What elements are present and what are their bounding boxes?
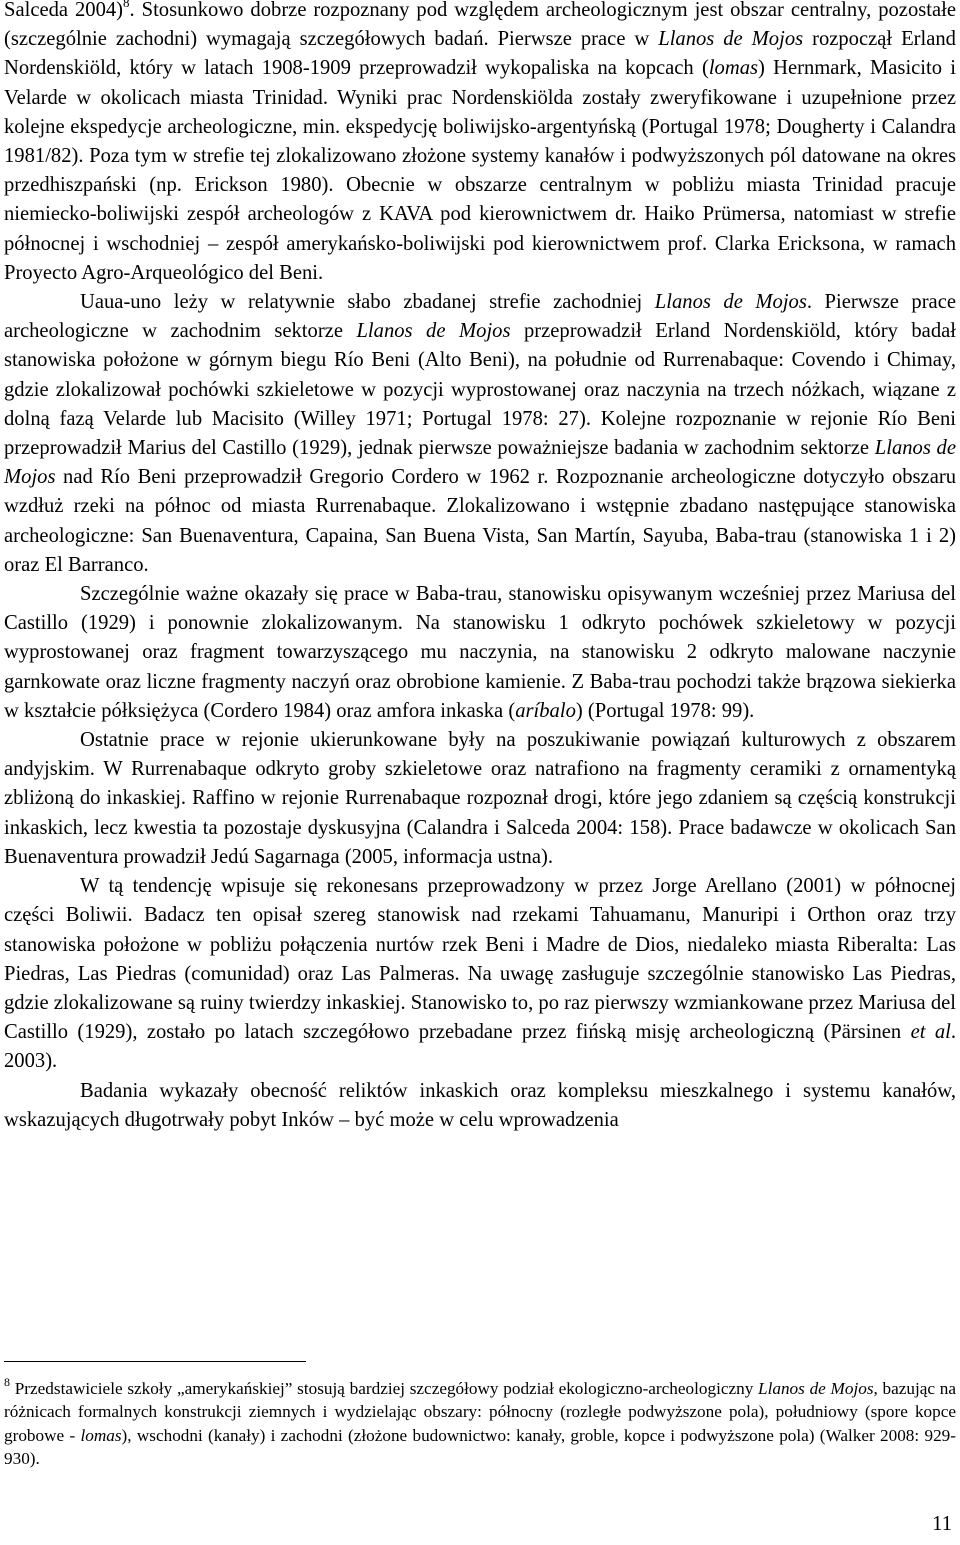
text-run: Badania wykazały obecność reliktów inkaskich oraz kompleksu mieszkalnego i systemu kanałów, wskazujących długotrwały pobyt Inków – być może w celu wprowadzenia (4, 1079, 956, 1131)
italic-text: aríbalo (515, 699, 576, 722)
text-run: nad Río Beni przeprowadził Gregorio Cordero w 1962 r. Rozpoznanie archeologiczne dotyczyło obszaru wzdłuż rzeki na północ od miasta Rurrenabaque. Zlokalizowano i wstępnie zbadano następujące stanowiska archeologiczne: San Buenaventura, Capaina, San Buena Vista, San Martín, Sayuba, Baba-trau (stanowiska 1 i 2) oraz El Barranco. (4, 466, 956, 576)
paragraph-6 (4, 1077, 956, 1135)
text-run: . Stosunkowo dobrze rozpoznany pod względem archeologicznym jest obszar centralny, pozostałe (szczególnie zachodni) wymagają szczegółowych badań. Pierwsze prace w (4, 0, 956, 51)
footnote-text (4, 1379, 956, 1468)
italic-text: Llanos de Mojos (758, 1379, 874, 1398)
text-run: Salceda 2004) (4, 0, 124, 21)
italic-text: Llanos de Mojos (4, 437, 956, 489)
italic-text: Llanos de Mojos (658, 28, 804, 51)
italic-text: et al (910, 1021, 951, 1044)
footnote-ref: 8 (123, 0, 130, 10)
paragraph-3 (4, 580, 956, 726)
italic-text: Llanos de Mojos (356, 320, 511, 343)
footnote-separator (4, 1361, 306, 1362)
text-run: Szczególnie ważne okazały się prace w Baba-trau, stanowisku opisywanym wcześniej przez Mariusa del Castillo (1929) i ponownie zlokalizowanym. Na stanowisku 1 odkryto pochówek szkieletowy w pozycji wyprostowanej oraz fragment towarzyszącego mu naczynia, na stanowisku 2 odkryto malowane naczynie garnkowate oraz liczne fragmenty naczyń oraz obrobione kamienie. Z Baba-trau pochodzi także brązowa siekierka w kształcie półksiężyca (Cordero 1984) oraz amfora inkaska ( (4, 583, 956, 722)
paragraph-1 (4, 0, 956, 288)
paragraph-4 (4, 726, 956, 872)
text-run: ) (Portugal 1978: 99). (575, 699, 755, 722)
body-text (4, 0, 956, 1135)
text-run: rozpoczął Erland Nordenskiöld, który w latach 1908-1909 przeprowadził wykopaliska na kopcach ( (4, 28, 956, 80)
paragraph-5 (4, 872, 956, 1076)
footnote-8 (4, 1377, 956, 1471)
italic-text: lomas (708, 57, 759, 80)
text-run: Uaua-uno leży w relatywnie słabo zbadanej strefie zachodniej (80, 291, 655, 314)
page-number: 11 (932, 1513, 952, 1535)
text-run: przeprowadził Erland Nordenskiöld, który badał stanowiska położone w górnym biegu Río Beni (Alto Beni), na południe od Rurrenabaque: Covendo i Chimay, gdzie zlokalizował pochówki szkieletowe w pozycji wyprostowanej oraz naczynia na trzech nóżkach, wiązane z dolną fazą Velarde lub Macisito (Willey 1971; Portugal 1978: 27). Kolejne rozpoznanie w rejonie Río Beni przeprowadził Marius del Castillo (1929), jednak pierwsze poważniejsze badania w zachodnim sektorze (4, 320, 956, 460)
text-run: ) Hernmark, Masicito i Velarde w okolicach miasta Trinidad. Wyniki prac Nordenskiölda zostały zweryfikowane i uzupełnione przez kolejne ekspedycje archeologiczne, min. ekspedycję boliwijsko-argentyńską (Portugal 1978; Dougherty i Calandra 1981/82). Poza tym w strefie tej zlokalizowano złożone systemy kanałów i podwyższonych pól datowane na okres przedhiszpański (np. Erickson 1980). Obecnie w obszarze centralnym w pobliżu miasta Trinidad pracuje niemiecko-boliwijski zespół archeologów z KAVA pod kierownictwem dr. Haiko Prümersa, natomiast w strefie północnej i wschodniej – zespół amerykańsko-boliwijski pod kierownictwem prof. Clarka Ericksona, w ramach Proyecto Agro-Arqueológico del Beni. (4, 57, 956, 284)
text-run: . Pierwsze prace archeologiczne w zachodnim sektorze (4, 291, 956, 343)
footnote-number: 8 (4, 1375, 10, 1389)
text-run: Przedstawiciele szkoły „amerykańskiej” stosują bardziej szczegółowy podział ekologiczno-archeologiczny (10, 1379, 759, 1398)
text-run: . 2003). (4, 1021, 957, 1073)
text-run: ), wschodni (kanały) i zachodni (złożone budownictwo: kanały, groble, kopce i podwyższone pola) (Walker 2008: 929-930). (4, 1425, 956, 1469)
italic-text: lomas (80, 1425, 122, 1445)
text-run: , bazując na różnicach formalnych konstrukcji ziemnych i wydzielając obszary: północny (rozległe podwyższone pola), południowy (spore kopce grobowe - (4, 1379, 956, 1445)
paragraph-2 (4, 288, 956, 580)
text-run: W tą tendencję wpisuje się rekonesans przeprowadzony w przez Jorge Arellano (2001) w północnej części Boliwii. Badacz ten opisał szereg stanowisk nad rzekami Tahuamanu, Manuripi i Orthon oraz trzy stanowiska położone w pobliżu połączenia nurtów rzek Beni i Madre de Dios, niedaleko miasta Riberalta: Las Piedras, Las Piedras (comunidad) oraz Las Palmeras. Na uwagę zasługuje szczególnie stanowisko Las Piedras, gdzie zlokalizowane są ruiny twierdzy inkaskiej. Stanowisko to, po raz pierwszy wzmiankowane przez Mariusa del Castillo (1929), zostało po latach szczegółowo przebadane przez fińską misję archeologiczną (Pärsinen (4, 875, 956, 1044)
italic-text: Llanos de Mojos (654, 291, 807, 314)
text-run: Ostatnie prace w rejonie ukierunkowane były na poszukiwanie powiązań kulturowych z obszarem andyjskim. W Rurrenabaque odkryto groby szkieletowe oraz natrafiono na fragmenty ceramiki z ornamentyką zbliżoną do inkaskiej. Raffino w rejonie Rurrenabaque rozpoznał drogi, które jego zdaniem są częścią konstrukcji inkaskich, lecz kwestia ta pozostaje dyskusyjna (Calandra i Salceda 2004: 158). Prace badawcze w okolicach San Buenaventura prowadził Jedú Sagarnaga (2005, informacja ustna). (4, 729, 956, 868)
document-page (4, 0, 956, 1135)
